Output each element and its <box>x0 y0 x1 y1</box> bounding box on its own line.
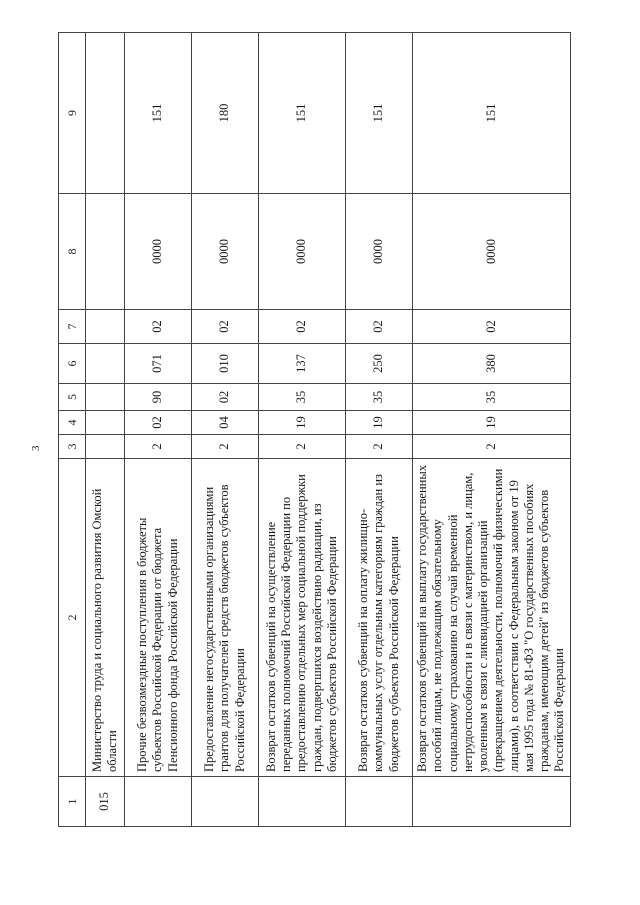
table-row <box>413 33 571 827</box>
code-c5: 90 <box>125 384 192 411</box>
header-col-8: 8 <box>59 194 86 310</box>
table-row <box>192 33 259 827</box>
empty-cell <box>86 310 125 344</box>
code-c7: 02 <box>259 310 346 344</box>
code-c9: 151 <box>259 33 346 194</box>
header-col-4: 4 <box>59 411 86 435</box>
code-c6: 137 <box>259 344 346 384</box>
code-c9: 151 <box>125 33 192 194</box>
row-description: Возврат остатков субвенций на выплату государственных пособий лицам, не подлежащим обязательному социальному страхованию на случай временной нетрудоспособности и в связи с материнством, и лицам, уволенным в связи с ликвидацией организаций (прекращением деятельности, полномочий физическими лицами), в соответствии с Федеральным законом от 19 мая 1995 года № 81-ФЗ "О государственных пособиях гражданам, имеющим детей" из бюджетов субъектов Российской Федерации <box>413 459 571 777</box>
code-c4: 19 <box>346 411 413 435</box>
empty-cell <box>413 777 571 827</box>
code-c3: 2 <box>192 435 259 459</box>
empty-cell <box>86 194 125 310</box>
row-description: Прочие безвозмездные поступления в бюджеты субъектов Российской Федерации от бюджета Пенсионного фонда Российской Федерации <box>125 459 192 777</box>
code-c7: 02 <box>125 310 192 344</box>
empty-cell <box>346 777 413 827</box>
table-header-row <box>59 33 86 827</box>
code-c4: 19 <box>259 411 346 435</box>
table-row <box>259 33 346 827</box>
code-c5: 02 <box>192 384 259 411</box>
code-c8: 0000 <box>192 194 259 310</box>
code-c3: 2 <box>259 435 346 459</box>
empty-cell <box>86 384 125 411</box>
empty-cell <box>125 777 192 827</box>
code-c8: 0000 <box>125 194 192 310</box>
code-c9: 151 <box>346 33 413 194</box>
page-number: 3 <box>30 445 42 451</box>
header-col-5: 5 <box>59 384 86 411</box>
empty-cell <box>259 777 346 827</box>
code-c6: 380 <box>413 344 571 384</box>
empty-cell <box>86 344 125 384</box>
code-c5: 35 <box>346 384 413 411</box>
header-col-2: 2 <box>59 459 86 777</box>
code-c4: 19 <box>413 411 571 435</box>
row-description: Возврат остатков субвенций на осуществление переданных полномочий Российской Федерации по предоставлению отдельных мер социальной поддержки граждан, подвергшихся воздействию радиации, из бюджетов субъектов Российской Федерации <box>259 459 346 777</box>
code-c7: 02 <box>346 310 413 344</box>
code-c6: 010 <box>192 344 259 384</box>
rotated-table-container <box>58 33 583 827</box>
table-row <box>346 33 413 827</box>
code-c9: 151 <box>413 33 571 194</box>
code-c8: 0000 <box>413 194 571 310</box>
header-col-3: 3 <box>59 435 86 459</box>
code-c5: 35 <box>413 384 571 411</box>
budget-codes-table <box>58 32 571 827</box>
code-c4: 04 <box>192 411 259 435</box>
ministry-row <box>86 33 125 827</box>
empty-cell <box>86 33 125 194</box>
code-c3: 2 <box>125 435 192 459</box>
row-description: Возврат остатков субвенций на оплату жилищно-коммунальных услуг отдельным категориям граждан из бюджетов субъектов Российской Федерации <box>346 459 413 777</box>
code-c3: 2 <box>413 435 571 459</box>
table-row <box>125 33 192 827</box>
header-col-7: 7 <box>59 310 86 344</box>
code-c7: 02 <box>192 310 259 344</box>
code-c6: 250 <box>346 344 413 384</box>
empty-cell <box>86 411 125 435</box>
code-c6: 071 <box>125 344 192 384</box>
header-col-6: 6 <box>59 344 86 384</box>
code-c5: 35 <box>259 384 346 411</box>
header-col-1: 1 <box>59 777 86 827</box>
code-c4: 02 <box>125 411 192 435</box>
ministry-name: Министерство труда и социального развития Омской области <box>86 459 125 777</box>
code-c8: 0000 <box>346 194 413 310</box>
empty-cell <box>86 435 125 459</box>
code-c3: 2 <box>346 435 413 459</box>
code-c9: 180 <box>192 33 259 194</box>
code-c7: 02 <box>413 310 571 344</box>
empty-cell <box>192 777 259 827</box>
ministry-code: 015 <box>86 777 125 827</box>
code-c8: 0000 <box>259 194 346 310</box>
row-description: Предоставление негосударственными организациями грантов для получателей средств бюджетов субъектов Российской Федерации <box>192 459 259 777</box>
header-col-9: 9 <box>59 33 86 194</box>
